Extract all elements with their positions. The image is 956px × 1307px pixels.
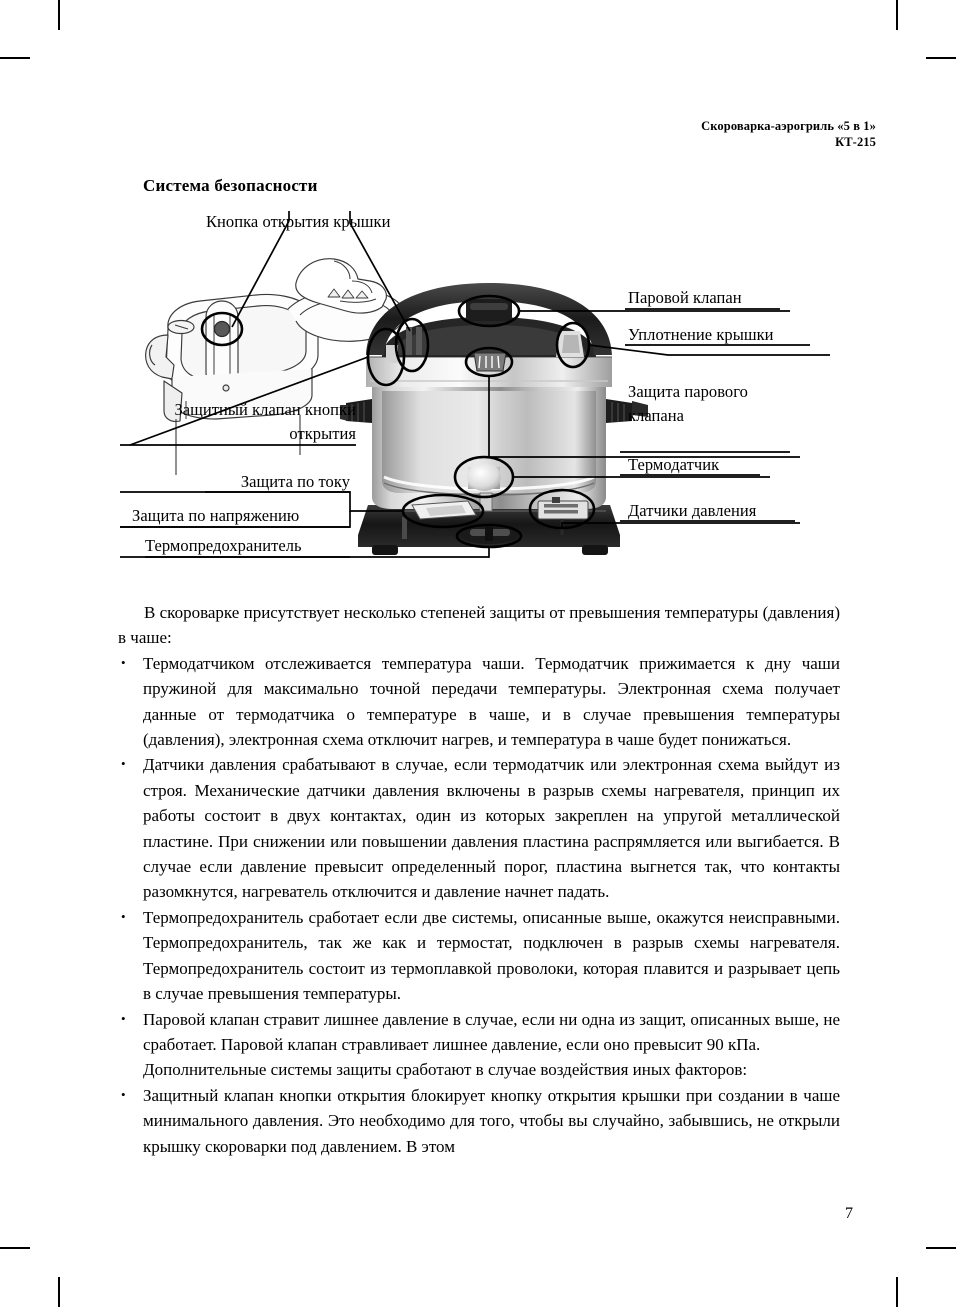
list-item: • Датчики давления срабатывают в случае, если термодатчик или электронная схема выйдут из строя. Механические датчики давления включены в разрыв схемы нагревателя, принцип их работы состоит в двух контактах, один из которых закреплен на упругой металлической пластине. При снижении или повышении давления пластина распрямляется или выгибается. В случае если давление превысит определенный порог, пластина выгнется так, что контакты разомкнутся, нагреватель отключится и давление начнет падать. (118, 752, 840, 904)
figure-label-thermal-fuse: Термопредохранитель (145, 536, 302, 555)
list-item: • Защитный клапан кнопки открытия блокирует кнопку открытия крышки при создании в чаше минимального давления. Это необходимо для того, чтобы вы случайно, забывшись, не открыли крышку скороварки под давлением. В этом (118, 1083, 840, 1159)
figure-label-voltage-protection: Защита по напряжению (132, 506, 300, 525)
figure-label-steam-valve-protection: Защита парового клапана (628, 382, 748, 425)
safety-system-diagram (0, 205, 956, 585)
page-number: 7 (845, 1205, 853, 1222)
pressure-cooker-illustration (0, 205, 956, 585)
crop-mark-bottom-right-horizontal (926, 1247, 956, 1249)
figure-label-steam-valve: Паровой клапан (628, 288, 742, 307)
figure-label-thermo-sensor: Термодатчик (628, 455, 720, 474)
figure-label-pressure-sensors: Датчики давления (628, 501, 757, 520)
figure-label-current-protection: Защита по току (240, 472, 350, 491)
crop-mark-bottom-right-vertical (896, 1277, 898, 1307)
list-item: • Термопредохранитель сработает если две системы, описанные выше, окажутся неисправными. Термопредохранитель, так же как и термостат, подключен в разрыв схемы нагревателя. Термопредохранитель состоит из термоплавкой проволоки, которая плавится и разрывает цепь в случае превышения температуры. (118, 905, 840, 1007)
safety-measures-list (118, 651, 840, 1159)
cooker-body-art (340, 283, 648, 555)
crop-mark-top-right-vertical (896, 0, 898, 30)
crop-mark-top-left-vertical (58, 0, 60, 30)
crop-mark-top-left-horizontal (0, 57, 30, 59)
running-header-line-2: КТ-215 (835, 135, 876, 149)
figure-label-lid-seal: Уплотнение крышки (628, 325, 774, 344)
figure-label-lid-open-button: Кнопка открытия крышки (206, 212, 391, 231)
running-header-line-1: Скороварка-аэрогриль «5 в 1» (701, 119, 876, 133)
figure-label-open-button-safety-valve: Защитный клапан кнопки открытия (174, 400, 356, 443)
crop-mark-top-right-horizontal (926, 57, 956, 59)
running-header (701, 118, 876, 150)
body-content (118, 600, 840, 1159)
list-item-continuation: Дополнительные системы защиты сработают в случае воздействия иных факторов: (143, 1060, 748, 1080)
list-item: • Паровой клапан стравит лишнее давление в случае, если ни одна из защит, описанных выше, не сработает. Паровой клапан стравливает лишнее давление, если оно превысит 90 кПа. (118, 1007, 840, 1058)
list-item: • Термодатчиком отслеживается температура чаши. Термодатчик прижимается к дну чаши пружиной для максимально точной передачи температуры. Электронная схема получает данные от термодатчика о температуре в чаше, и в случае превышения температуры (давления), электронная схема отключит нагрев, и температура в чаше будет понижаться. (118, 651, 840, 753)
crop-mark-bottom-left-vertical (58, 1277, 60, 1307)
intro-paragraph: В скороварке присутствует несколько степеней защиты от превышения температуры (давления) в чаше: (118, 603, 840, 648)
page-title: Система безопасности (143, 176, 318, 195)
crop-mark-bottom-left-horizontal (0, 1247, 30, 1249)
